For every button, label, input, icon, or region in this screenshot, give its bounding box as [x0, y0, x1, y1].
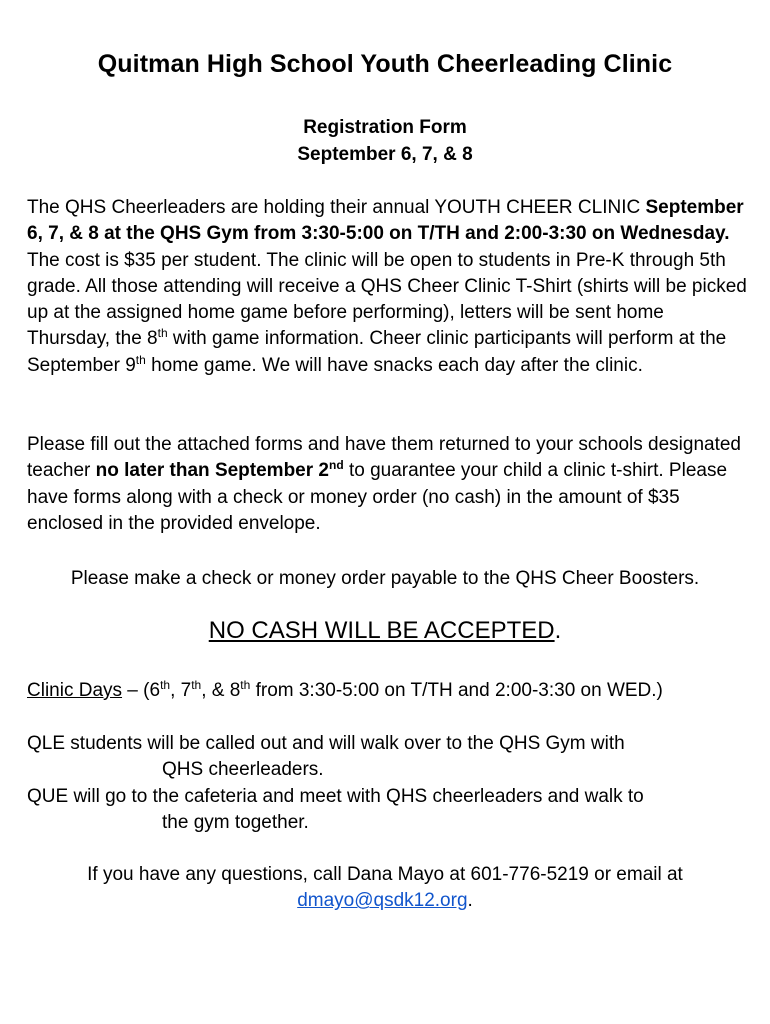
- intro-text-3: with game information. Cheer clinic participants will perform at the September 9: [27, 328, 727, 376]
- no-cash-notice: [0, 617, 770, 645]
- contact-text: If you have any questions, call Dana Mayo at 601-776-5219 or email at: [87, 864, 683, 885]
- payable-paragraph: Please make a check or money order payable to the QHS Cheer Boosters.: [70, 568, 700, 589]
- deadline-sup: nd: [329, 458, 344, 473]
- clinic-days-sup-2: th: [191, 678, 202, 692]
- date-subtitle: September 6, 7, & 8: [297, 144, 473, 165]
- forms-paragraph: [27, 432, 747, 537]
- clinic-days-text-2: , 7: [170, 680, 192, 701]
- que-line-1: QUE will go to the cafeteria and meet with QHS cheerleaders and walk to: [27, 785, 644, 807]
- deadline-text: no later than September 2: [95, 460, 329, 482]
- qle-line-1: QLE students will be called out and will walk over to the QHS Gym with: [27, 733, 625, 754]
- clinic-days-sup-3: th: [240, 678, 251, 692]
- deadline-bold: [96, 460, 344, 481]
- clinic-days-paragraph: [27, 678, 747, 704]
- intro-sup-1: th: [157, 326, 168, 341]
- forms-text-1: Please fill out the attached forms and have them returned to your schools designated teacher: [27, 434, 741, 482]
- intro-text-1: The QHS Cheerleaders are holding their annual YOUTH CHEER CLINIC: [27, 197, 646, 218]
- intro-paragraph: [27, 195, 747, 379]
- contact-end: .: [467, 890, 473, 912]
- intro-text-4: home game. We will have snacks each day after the clinic.: [145, 354, 643, 376]
- intro-sup-2: th: [135, 352, 146, 367]
- contact-paragraph: [0, 862, 770, 915]
- document-title: Quitman High School Youth Cheerleading Clinic: [97, 50, 673, 78]
- qle-line-2: QHS cheerleaders.: [162, 759, 324, 781]
- que-line-2: the gym together.: [162, 811, 309, 833]
- clinic-days-label: Clinic Days: [27, 680, 123, 701]
- clinic-days-text-1: – (6: [122, 680, 161, 701]
- form-subtitle: Registration Form: [303, 117, 467, 138]
- schools-paragraph: [27, 731, 747, 836]
- forms-text-2: to guarantee your child a clinic t-shirt. Please have forms along with a check or money order (no cash) in the amount of $35 enclosed in the provided envelope.: [27, 460, 728, 534]
- clinic-days-sup-1: th: [160, 678, 171, 692]
- clinic-days-text-4: from 3:30-5:00 on T/TH and 2:00-3:30 on WED.): [250, 680, 663, 701]
- intro-dates-bold: September 6, 7, & 8 at the QHS Gym from 3:30-5:00 on T/TH and 2:00-3:30 on Wednesday.: [27, 197, 744, 245]
- no-cash-text: NO CASH WILL BE ACCEPTED: [208, 617, 555, 644]
- email-link[interactable]: dmayo@qsdk12.org: [297, 890, 468, 912]
- no-cash-period: .: [554, 617, 562, 644]
- intro-text-2: The cost is $35 per student. The clinic will be open to students in Pre-K through 5th grade. All those attending will receive a QHS Cheer Clinic T-Shirt (shirts will be picked up at the assigned home game before performing), letters will be sent home Thursday, the 8: [27, 249, 747, 350]
- clinic-days-text-3: , & 8: [201, 680, 241, 701]
